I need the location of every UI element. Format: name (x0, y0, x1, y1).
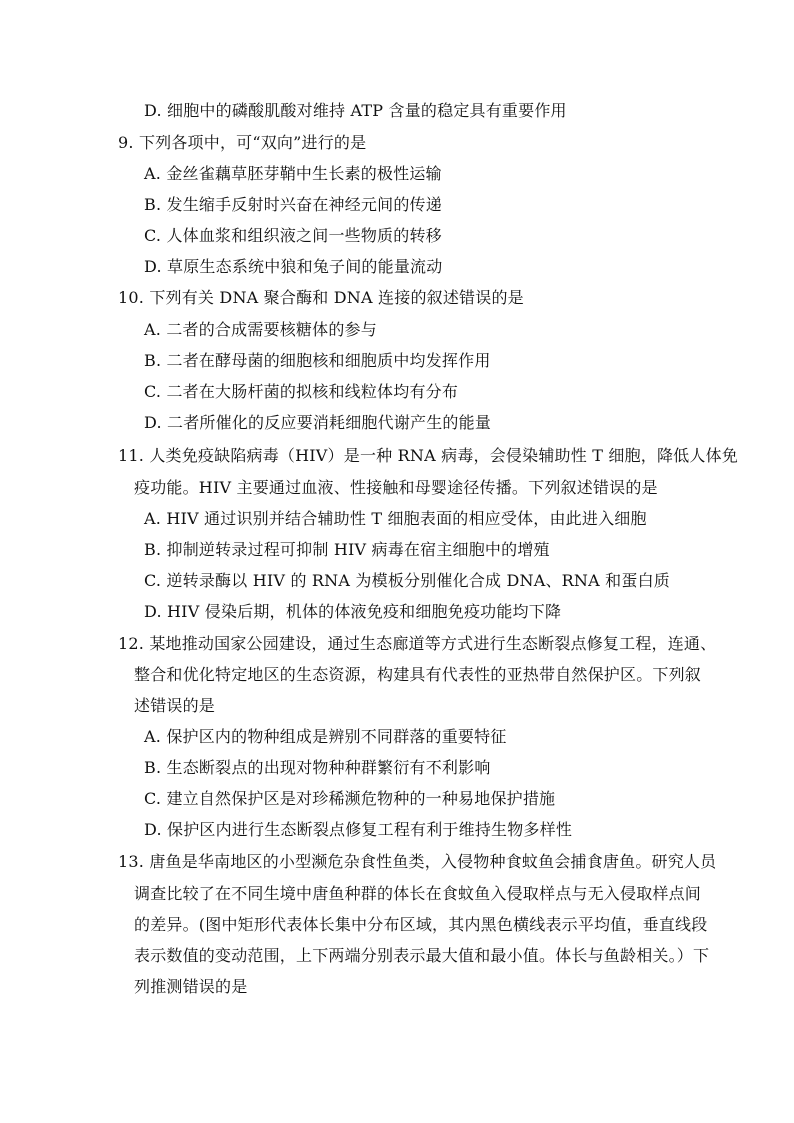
q12-option-b: B. 生态断裂点的出现对物种种群繁衍有不利影响 (144, 758, 491, 777)
q9-option-b: B. 发生缩手反射时兴奋在神经元间的传递 (144, 195, 442, 214)
q12-stem-line3: 述错误的是 (134, 696, 216, 715)
q10-option-a: A. 二者的合成需要核糖体的参与 (144, 320, 377, 339)
q9-option-a: A. 金丝雀藕草胚芽鞘中生长素的极性运输 (144, 164, 442, 183)
q11-option-a: A. HIV 通过识别并结合辅助性 T 细胞表面的相应受体，由此进入细胞 (144, 509, 647, 528)
q13-stem-line1: 13. 唐鱼是华南地区的小型濒危杂食性鱼类，入侵物种食蚊鱼会捕食唐鱼。研究人员 (118, 852, 717, 871)
q13-stem-line3: 的差异。(图中矩形代表体长集中分布区域，其内黑色横线表示平均值，垂直线段 (134, 915, 708, 934)
q10-option-c: C. 二者在大肠杆菌的拟核和线粒体均有分布 (144, 382, 459, 401)
q9-option-d: D. 草原生态系统中狼和兔子间的能量流动 (144, 257, 443, 276)
q8-option-d: D. 细胞中的磷酸肌酸对维持 ATP 含量的稳定具有重要作用 (144, 101, 567, 120)
q11-stem-line2: 疫功能。HIV 主要通过血液、性接触和母婴途径传播。下列叙述错误的是 (134, 478, 658, 497)
q12-stem-line1: 12. 某地推动国家公园建设，通过生态廊道等方式进行生态断裂点修复工程，连通、 (118, 634, 717, 653)
q12-stem-line2: 整合和优化特定地区的生态资源，构建具有代表性的亚热带自然保护区。下列叙 (134, 665, 702, 684)
q11-option-b: B. 抑制逆转录过程可抑制 HIV 病毒在宿主细胞中的增殖 (144, 540, 550, 559)
q12-option-c: C. 建立自然保护区是对珍稀濒危物种的一种易地保护措施 (144, 789, 556, 808)
q9-option-c: C. 人体血浆和组织液之间一些物质的转移 (144, 226, 442, 245)
q10-option-d: D. 二者所催化的反应要消耗细胞代谢产生的能量 (144, 413, 492, 432)
q10-stem: 10. 下列有关 DNA 聚合酶和 DNA 连接的叙述错误的是 (118, 288, 524, 307)
q11-stem-line1: 11. 人类免疫缺陷病毒（HIV）是一种 RNA 病毒，会侵染辅助性 T 细胞，降低人体免 (118, 446, 738, 465)
q9-stem: 9. 下列各项中，可“双向”进行的是 (118, 133, 367, 152)
q13-stem-line5: 列推测错误的是 (134, 977, 248, 996)
q13-stem-line4: 表示数值的变动范围，上下两端分别表示最大值和最小值。体长与鱼龄相关。）下 (134, 946, 710, 965)
q11-option-c: C. 逆转录酶以 HIV 的 RNA 为模板分别催化合成 DNA、RNA 和蛋白质 (144, 571, 670, 590)
q10-option-b: B. 二者在酵母菌的细胞核和细胞质中均发挥作用 (144, 351, 491, 370)
q13-stem-line2: 调查比较了在不同生境中唐鱼种群的体长在食蚊鱼入侵取样点与无入侵取样点间 (134, 884, 702, 903)
q12-option-d: D. 保护区内进行生态断裂点修复工程有利于维持生物多样性 (144, 820, 573, 839)
q12-option-a: A. 保护区内的物种组成是辨别不同群落的重要特征 (144, 727, 507, 746)
q11-option-d: D. HIV 侵染后期，机体的体液免疫和细胞免疫功能均下降 (144, 602, 562, 621)
